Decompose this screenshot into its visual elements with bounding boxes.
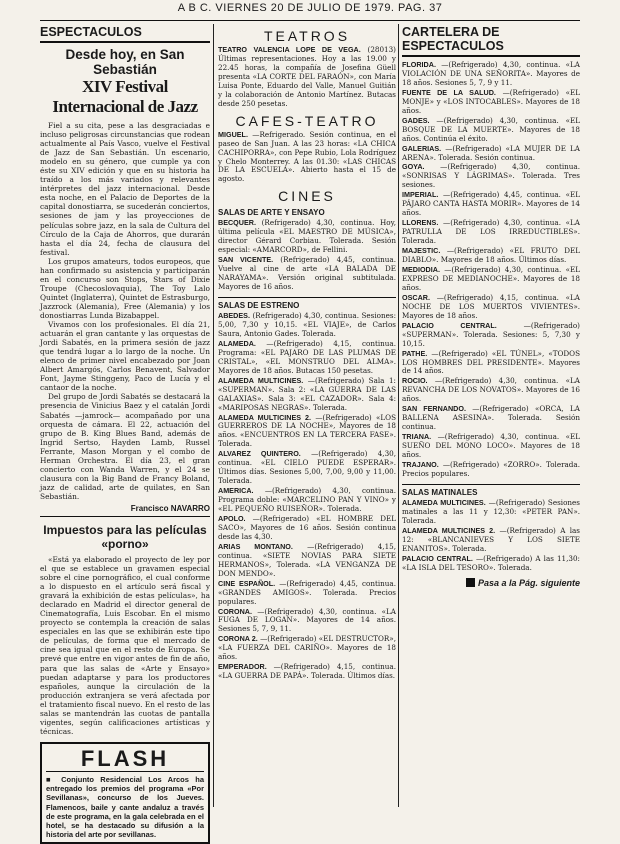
listing-entry: [402, 294, 580, 321]
listing-name: APOLO.: [218, 513, 246, 523]
listing-text: —(Refrigerado) 4,15, continua. «LA GUERRA DE PAPÁ». Tolerada. Últimos días.: [218, 662, 396, 681]
listing-entry: [402, 89, 580, 116]
listing-entry: [402, 322, 580, 349]
listing-text: —(Refrigerado) 4,30, continua. Programa doble: «MARCELINO PAN Y VINO» y «EL PEQUEÑO RUISEÑOR». Tolerada.: [218, 486, 396, 514]
arte-ensayo-list: [218, 219, 396, 292]
header-rule: [40, 20, 580, 21]
listing-name: PALACIO CENTRAL.: [402, 553, 473, 563]
listing-name: TRIANA.: [402, 432, 432, 442]
listing-text: (Refrigerado) 4,30, continua. Hoy, última película «EL MAESTRO DE MÚSICA», director Gérard Corbiau. Tolerada. Sesión especial: «AMARCORD», de Fellini.: [218, 218, 396, 255]
listing-text: (28013) Últimas representaciones. Hoy a las 19.00 y 22.45 horas, la compañía de Josefina Güell presenta «LA CORTE DEL FARAÓN», con María Luisa Ponte, Eduardo del Valle, Manuel Guitián y la colaboración de Antonio Martínez. Butacas desde 250 pesetas.: [218, 45, 396, 108]
cines-title: CINES: [278, 188, 336, 205]
listing-text: —(Refrigerado) «ZORRO». Tolerada. Precios populares.: [402, 459, 580, 478]
right-column: [402, 24, 580, 807]
listing-entry: [402, 377, 580, 404]
listing-text: —(Refrigerado) «LA MUJER DE LA ARENA». Tolerada. Sesión continua.: [402, 143, 580, 162]
listing-entry: [218, 131, 396, 185]
listing-entry: [218, 608, 396, 635]
cartelera-title: CARTELERA DE ESPECTACULOS: [402, 24, 580, 57]
listing-name: PALACIO CENTRAL.: [402, 320, 497, 330]
listing-text: —(Refrigerado) 4,30, continua. «SONRISAS Y LÁGRIMAS». Tolerada. Tres sesiones.: [402, 162, 580, 190]
listing-name: CINE ESPAÑOL.: [218, 578, 276, 588]
listing-name: CORONA.: [218, 606, 252, 616]
estreno-list: [218, 312, 396, 681]
listing-name: IMPERIAL.: [402, 190, 439, 200]
listing-name: PATHE.: [402, 348, 428, 358]
listing-name: ALAMEDA MULTICINES.: [402, 497, 486, 507]
listing-text: —(Refrigerado) A las 11,30: «LA ISLA DEL TESORO». Tolerada.: [402, 553, 580, 572]
listing-text: (Refrigerado) 4,45, continua. Vuelve al cine de arte «LA BALADA DE NARAYAMA». Versión original subtitulada. Mayores de 16 años.: [218, 255, 396, 292]
listing-name: ABEDES.: [218, 311, 250, 321]
listing-entry: [402, 219, 580, 246]
listing-name: EMPERADOR.: [218, 662, 267, 672]
listing-text: —(Refrigerado) «ORCA, LA BALLENA ASESINA». Tolerada. Sesión continua.: [402, 404, 580, 432]
arte-ensayo-title: SALAS DE ARTE Y ENSAYO: [218, 208, 325, 218]
square-bullet-icon: [466, 578, 475, 587]
listing-text: —(Refrigerado) Sala 1: «SUPERMAN». Sala 2: «LA GUERRA DE LAS GALAXIAS». Sala 3: «EL CAZADOR». Sala 4: «MARIPOSAS NEGRAS». Tolerada.: [218, 375, 396, 412]
listing-text: —(Refrigerado) 4,30, continua. «LA PATRULLA DE LOS IRREDUCTIBLES». Tolerada.: [402, 218, 580, 246]
listing-name: ALAMEDA MULTICINES 2.: [402, 525, 496, 535]
listing-entry: [402, 117, 580, 144]
listing-name: ALAMEDA MULTICINES 2.: [218, 412, 312, 422]
listing-name: MAJESTIC.: [402, 246, 441, 256]
listing-text: —(Refrigerado) 4,30, continua. «LA FUGA DE LOGAN». Mayores de 14 años. Sesiones 5, 7, 9, 11.: [218, 606, 396, 634]
listing-text: —(Refrigerado) A las 12: «BLANCANIEVES Y LOS SIETE ENANITOS». Tolerada.: [402, 525, 580, 553]
flash-title: FLASH: [46, 747, 204, 772]
listing-text: —(Refrigerado) Sesiones matinales a las 11 y 12,30: «PETER PAN». Tolerada.: [402, 497, 580, 525]
middle-column: [218, 24, 396, 807]
listing-name: CORONA 2.: [218, 634, 258, 644]
listing-entry: [402, 461, 580, 479]
listing-name: ARIAS MONTANO.: [218, 541, 293, 551]
matinales-list: [402, 499, 580, 573]
listing-entry: [218, 414, 396, 450]
jazz-paragraph: Vivamos con los profesionales. El día 21, actuarán el gran cantante y las orquestas de Jordi Sabatés, en la primera sesión de jazz que tendrá lugar a lo largo de la noche. Un elenco de primer nivel encabezado por Joan Albert Amargós, Carlos Benavent, Salvador Font, Jayme Stinggeny, Paco de Lucía y el cantaor de la noche.: [40, 320, 210, 393]
jazz-article-body: [40, 121, 210, 501]
listing-entry: [218, 312, 396, 339]
jazz-kicker: Desde hoy, en San Sebastián: [65, 47, 185, 77]
continued-note: [402, 578, 580, 588]
listing-text: —(Refrigerado) «LOS GUERREROS DE LA NOCHE», Mayores de 18 años. «ENCUENTROS EN LA TERCERA FASE». Tolerada.: [218, 412, 396, 449]
page-header: A B C. VIERNES 20 DE JULIO DE 1979. PAG. 37: [177, 2, 443, 14]
listing-text: —(Refrigerado) 4,15, continua. «LA NOCHE DE LOS MUERTOS VIVIENTES». Mayores de 18 años.: [402, 292, 580, 320]
teatros-title: TEATROS: [263, 28, 351, 44]
jazz-paragraph: Fiel a su cita, pese a las desgraciadas e incluso peligrosas circunstancias que rodean actualmente al País Vasco, vuelve el Festival de Jazz de San Sebastián. Un escenario, modelo en su género, que cumple ya con éste su XIV edición y que en su historia ha traído a los más variados y relevantes intérpretes del jazz internacional. Desde esta noche, en el Palacio de Deportes de la capital donostiarra, se sucederán conciertos, sesiones de jam y las proyecciones de películas sobre jazz, en la sala de Cultura del Círculo de la Caja de Ahorros, que durarán hasta el día 24, fecha de clausura del festival.: [40, 121, 210, 257]
cafes-teatro-list: [218, 131, 396, 185]
left-column: [40, 24, 210, 840]
estreno-title: SALAS DE ESTRENO: [218, 297, 396, 310]
cafes-teatro-title: CAFES-TEATRO: [235, 112, 379, 129]
listing-text: —(Refrigerado) 4,30, continua. «EL SUEÑO DEL MONO LOCO». Mayores de 18 años.: [402, 432, 580, 460]
listing-entry: [402, 527, 580, 554]
listing-text: —(Refrigerado) 4,30, continua. «EL CIELO PUEDE ESPERAR». Últimos días. Sesiones 5,00, 7,00, 9,00 y 11,00. Tolerada.: [218, 449, 396, 486]
listing-entry: [402, 145, 580, 163]
listing-text: —(Refrigerado) «EL MONJE» y «LOS INTOCABLES». Mayores de 18 años.: [402, 87, 580, 115]
listing-text: —(Refrigerado) 4,15, continua. Programa: «EL PAJARO DE LAS PLUMAS DE CRISTAL», «EL MONSTRUO DEL ALMA». Mayores de 18 años. Butacas 150 pesetas.: [218, 338, 396, 375]
jazz-byline: Francisco NAVARRO: [40, 504, 210, 517]
listing-text: —Refrigerado. Sesión continua, en el paseo de San Juan. A las 23 horas: «LA CHICA CACHIPORRA», con Pepe Rubio, Lola Rodríguez y Chelo Monterrey. A las 01.30: «LAS CHICAS DE LA ESCUELA». Abierto hasta el 15 de agosto.: [218, 129, 396, 184]
listing-entry: [402, 61, 580, 88]
listing-text: —(Refrigerado) 4,30, continua. «EL EXPRESO DE MEDIANOCHE». Mayores de 18 años.: [402, 264, 580, 292]
listing-name: ALAMEDA MULTICINES.: [218, 375, 304, 385]
listing-text: —(Refrigerado) 4,30, continua. «LA REVANCHA DE LOS NOVATOS». Mayores de 16 años.: [402, 376, 580, 404]
listing-name: GALERIAS.: [402, 143, 442, 153]
listing-name: TEATRO VALENCIA LOPE DE VEGA.: [218, 45, 361, 54]
cines-list: [402, 61, 580, 479]
jazz-paragraph: Los grupos amateurs, todos europeos, que han confirmado su asistencia y participarán en el concurso son Stops, Stars of Dixie Troupe (Checoslovaquia), The Toy Lalo Quintet (Inglaterra), Quintet de Estrasburgo, Jazzrock (Alemania), Free (Alemania) y los donostiarras Lunda Bizabappel.: [40, 256, 210, 320]
listing-text: —(Refrigerado) 4,45, continua. «GRANDES AMIGOS». Tolerada. Precios populares.: [218, 578, 396, 606]
listing-entry: [402, 266, 580, 293]
listing-name: MEDIODIA.: [402, 264, 440, 274]
espectaculos-title: ESPECTACULOS: [40, 24, 210, 43]
listing-name: AMERICA.: [218, 486, 254, 496]
listing-name: BECQUER.: [218, 218, 256, 228]
listing-name: GOYA.: [402, 162, 425, 172]
listing-entry: [218, 635, 396, 662]
listing-text: —(Refrigerado) «EL TÚNEL», «TODOS LOS HOMBRES DEL PRESIDENTE». Mayores de 14 años.: [402, 348, 580, 376]
listing-name: ROCIO.: [402, 376, 428, 386]
listing-name: LLORENS.: [402, 218, 439, 228]
listing-entry: [402, 499, 580, 526]
listing-entry: [218, 515, 396, 542]
teatros-list: [218, 46, 396, 109]
listing-text: —(Refrigerado) 4,30, continua. «EL BOSQUE DE LA MUERTE». Mayores de 18 años. Continúa el éxito.: [402, 115, 580, 143]
listing-entry: [402, 433, 580, 460]
listing-name: MIGUEL.: [218, 129, 248, 139]
column-rule-1: [213, 24, 214, 807]
listing-name: FUENTE DE LA SALUD.: [402, 87, 496, 97]
listing-name: SAN FERNANDO.: [402, 404, 466, 414]
listing-entry: [402, 163, 580, 190]
listing-entry: [218, 377, 396, 413]
listing-text: —(Refrigerado) «EL HOMBRE DEL SACO», Mayores de 16 años. Sesión continua desde las 4,30.: [218, 513, 396, 541]
listing-entry: [402, 350, 580, 377]
flash-text: ■ Conjunto Residencial Los Arcos ha entregado los premios del programa «Por Sevillanas», concurso de los Jueves. Flamencos, baile y cante andaluz a través de este programa, en la gala celebrada en el hotel, se ha destacado su difusión a la historia del arte por sevillanas.: [46, 774, 204, 840]
listing-text: —(Refrigerado) «EL FRUTO DEL DIABLO». Mayores de 18 años. Últimos días.: [402, 246, 580, 265]
listing-entry: [402, 555, 580, 573]
listing-text: —(Refrigerado) 4,30, continua. «LA VIOLACIÓN DE UNA SEÑORITA». Mayores de 18 años. Sesiones 5, 7, 9 y 11.: [402, 60, 580, 87]
porno-paragraph: «Está ya elaborado el proyecto de ley por el que se establece un gravamen especial sobre el cine pornográfico, el cual conforme a lo dispuesto en el artículo será fiscal y gravará la exhibición de estas películas», ha declarado en Madrid el director general de Cinematografía, Luis Escobar. En el mismo proyecto se contempla la creación de salas especiales en las que se exhibirán este tipo de películas, de forma que el mercado de cine sea igual que en el resto de Europa. Se prevé que entre en vigor antes de fin de año, para que las salas de «Arte y Ensayo» puedan adaptarse y para los productores españoles, aunque la circulación de la producción extranjera se verá afectada por el tratamiento fiscal nuevo. En el resto de las salas se mantendrán las cuotas de pantalla vigentes, según calificaciones artísticas y técnicas.: [40, 554, 210, 736]
listing-entry: [218, 219, 396, 255]
porno-headline: Impuestos para las películas «porno»: [43, 522, 207, 551]
listing-name: SAN VICENTE.: [218, 255, 274, 265]
continued-label: Pasa a la Pág. siguiente: [477, 577, 580, 588]
listing-name: ALVAREZ QUINTERO.: [218, 449, 301, 459]
flash-box: [40, 742, 210, 844]
listing-text: —(Refrigerado) 4,45, continua. «EL PÁJARO CANTA HASTA MORIR». Mayores de 14 años.: [402, 190, 581, 218]
matinales-title: SALAS MATINALES: [402, 484, 580, 497]
listing-text: —(Refrigerado) 4,15, continua. «SIETE NOVIAS PARA SIETE HERMANOS», Tolerada. «LA VENGANZA DE DON MENDO».: [218, 541, 396, 578]
listing-name: ALAMEDA.: [218, 338, 256, 348]
listing-entry: [218, 450, 396, 486]
jazz-paragraph: Del grupo de Jordi Sabatés se destacará la presencia de Vinicius Baez y el catalán Jordi Sabatés —jamrock— acompañado por una orquesta de cámara. El 22, actuación del grupo de B. King Blues Band, además de Ingrid Sertso, Hayden Lamb, Russel Ferrante, Mason Morgan y el combo de Herman Orchestra. El día 23, el gran concierto con Wanda Warren, y el 24 se clausura con la Big Band de Francy Boland, jazz de calidad, arte de quilates, en San Sebastián.: [40, 392, 210, 501]
listing-name: OSCAR.: [402, 292, 430, 302]
listing-entry: [402, 191, 580, 218]
listing-entry: [218, 580, 396, 607]
listing-entry: [402, 247, 580, 265]
listing-name: TRAJANO.: [402, 459, 439, 469]
listing-entry: [218, 340, 396, 376]
listing-text: (Refrigerado) 4,30, continua. Sesiones: 5,00, 7,30 y 10,15. «EL VIAJE», de Carlos Saura, Antonio Gades. Tolerada.: [218, 311, 396, 338]
listing-entry: [402, 405, 580, 432]
listing-entry: [218, 663, 396, 681]
listing-name: GADES.: [402, 115, 430, 125]
listing-entry: [218, 543, 396, 579]
jazz-headline: XIV Festival Internacional de Jazz: [52, 77, 198, 116]
listing-text: —(Refrigerado) «EL DESTRUCTOR», «LA FUERZA DEL CARIÑO». Mayores de 18 años.: [218, 634, 396, 662]
listing-entry: [218, 487, 396, 514]
listing-name: FLORIDA.: [402, 60, 436, 69]
listing-entry: [218, 46, 396, 109]
listing-text: —(Refrigerado) «SUPERMAN». Tolerada. Sesiones: 5, 7,30 y 10,15.: [402, 320, 580, 348]
column-rule-2: [398, 24, 399, 807]
listing-entry: [218, 256, 396, 292]
